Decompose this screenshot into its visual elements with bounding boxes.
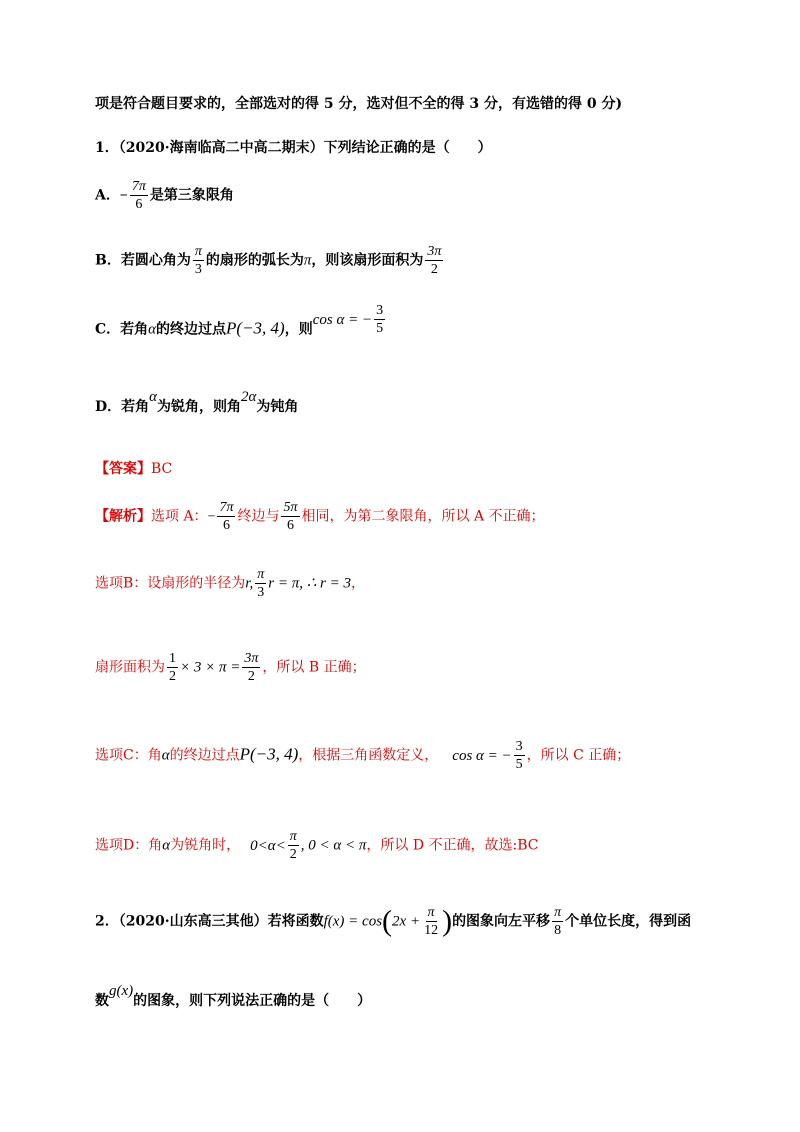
analysis-option-b: 选项B：设扇形的半径为r, $\frac{\pi}{3}$ r = π, ∴ r = 3， bbox=[95, 567, 365, 600]
question-2-stem: 2．（2020·山东高三其他）若将函数f(x) = cos(2x + $\frac{\pi}{12}$ )的图象向左平移 $\frac{\pi}{8}$ 个单位长度，得到函 bbox=[95, 904, 692, 938]
fraction: $\frac{\pi}{3}$ bbox=[194, 244, 202, 277]
section-instructions: 项是符合题目要求的，全部选对的得 5 分，选对但不全的得 3 分，有选错的得 0 分) bbox=[95, 96, 623, 112]
fraction: $\frac{7\pi}{6}$ bbox=[219, 500, 234, 533]
fraction: $\frac{3}{5}$ bbox=[515, 739, 523, 772]
fraction: $\frac{\pi}{8}$ bbox=[554, 905, 562, 938]
fraction: $\frac{\pi}{3}$ bbox=[257, 567, 265, 600]
answer-line: 【答案】BC bbox=[95, 461, 173, 477]
option-d: D．若角α为锐角，则角2α为钝角 bbox=[95, 389, 299, 415]
fraction: $\frac{3\pi}{2}$ bbox=[427, 244, 442, 277]
fraction: $\frac{7\pi}{6}$ bbox=[131, 179, 146, 212]
analysis-sector-area: 扇形面积为 $\frac{1}{2}$ × 3 × π = $\frac{3\pi}{2}$ ，所以 B 正确； bbox=[95, 651, 366, 684]
option-b: B．若圆心角为 $\frac{\pi}{3}$ 的扇形的弧长为π，则该扇形面积为 $\frac{3\pi}{2}$ bbox=[95, 244, 442, 277]
question-1-stem: 1．（2020·海南临高二中高二期末）下列结论正确的是（ ） bbox=[95, 140, 492, 156]
analysis-option-a: 【解析】选项 A：− $\frac{7\pi}{6}$ 终边与 $\frac{5\pi}{6}$ 相同，为第二象限角，所以 A 不正确； bbox=[95, 500, 545, 533]
analysis-option-d: 选项D：角α为锐角时， 0<α< $\frac{\pi}{2}$ , 0 < α < π，所以 D 不正确，故选:BC bbox=[95, 829, 539, 862]
analysis-option-c: 选项C：角α的终边过点P(−3, 4)，根据三角函数定义， cos α = − $\frac{3}{5}$ ，所以 C 正确； bbox=[95, 739, 631, 772]
question-2-stem-line-2: 数g(x)的图象，则下列说法正确的是（ ） bbox=[95, 983, 372, 1009]
option-a: A．− $\frac{7\pi}{6}$ 是第三象限角 bbox=[95, 179, 234, 212]
fraction: $\frac{3\pi}{2}$ bbox=[244, 651, 259, 684]
fraction: $\frac{1}{2}$ bbox=[169, 651, 176, 684]
option-c: C．若角α的终边过点P(−3, 4)，则cos α = − $\frac{3}{5}$ bbox=[95, 303, 384, 338]
fraction: $\frac{3}{5}$ bbox=[376, 303, 384, 336]
fraction: $\frac{\pi}{2}$ bbox=[289, 829, 297, 862]
fraction: $\frac{5\pi}{6}$ bbox=[283, 500, 298, 533]
fraction: $\frac{\pi}{12}$ bbox=[424, 905, 439, 938]
